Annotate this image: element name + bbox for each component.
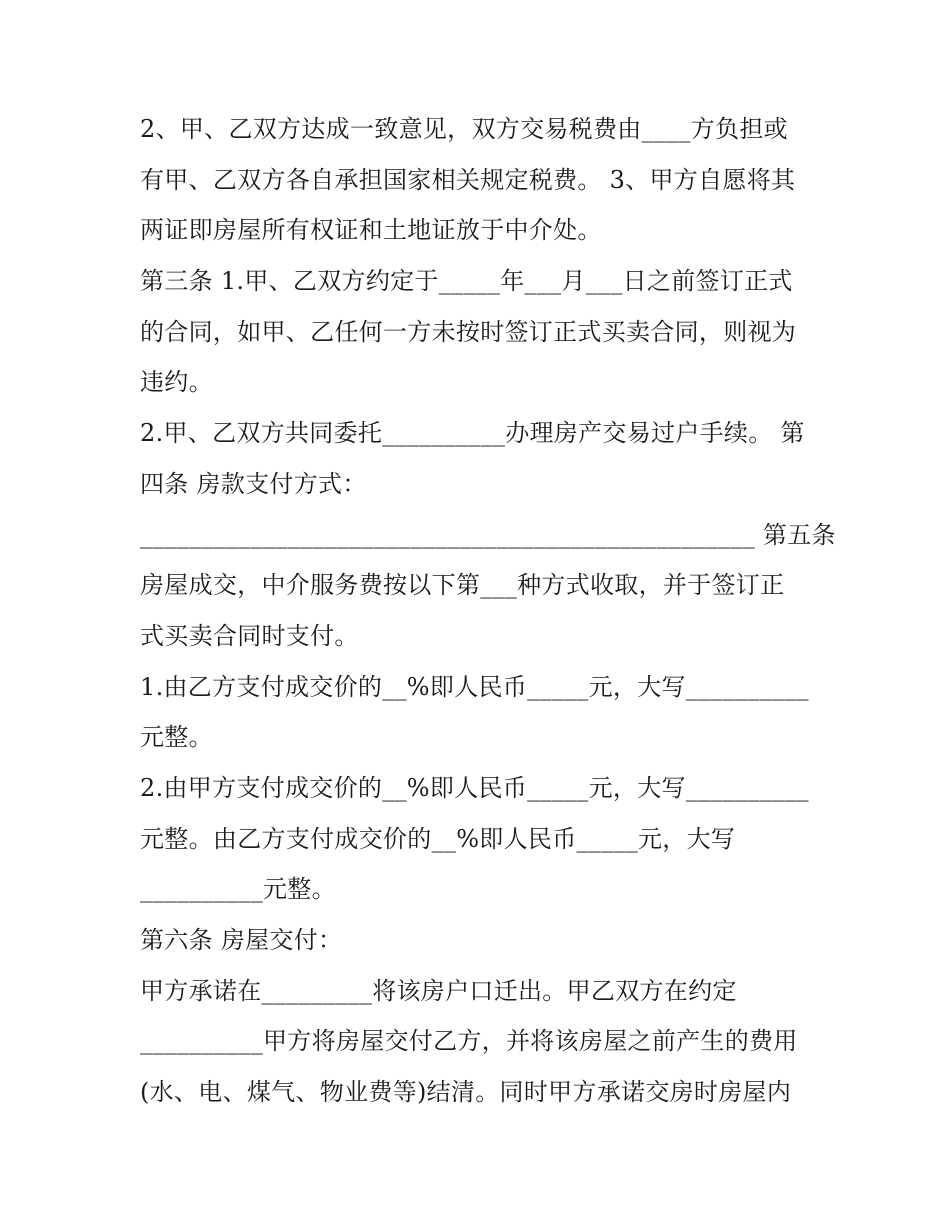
text-line: 甲方承诺在_________将该房户口迁出。甲乙双方在约定 [140,976,737,1005]
text-line: 的合同，如甲、乙任何一方未按时签订正式买卖合同，则视为 [140,317,797,346]
contract-body [140,104,836,1118]
text-line: 有甲、乙双方各自承担国家相关规定税费。 3、甲方自愿将其 [140,165,796,194]
text-line: __________________________________________________ 第五条 [140,520,836,549]
text-line: 式买卖合同时支付。 [140,621,359,650]
text-line: 元整。 [140,723,213,752]
text-line: __________元整。 [140,875,336,904]
text-line: 房屋成交，中介服务费按以下第___种方式收取，并于签订正 [140,571,785,600]
text-line: 1.由乙方支付成交价的__%即人民币_____元，大写__________ [140,672,809,701]
text-line: 两证即房屋所有权证和土地证放于中介处。 [140,216,602,245]
text-line: 2.由甲方支付成交价的__%即人民币_____元，大写__________ [140,773,809,802]
text-line: 2、甲、乙双方达成一致意见，双方交易税费由____方负担或 [140,115,788,143]
text-line: (水、电、煤气、物业费等)结清。同时甲方承诺交房时房屋内 [140,1078,792,1107]
text-line: 元整。由乙方支付成交价的__%即人民币_____元，大写 [140,824,736,853]
text-line: 四条 房款支付方式： [140,469,367,498]
text-line: __________甲方将房屋交付乙方，并将该房屋之前产生的费用 [140,1027,798,1056]
text-line: 违约。 [140,368,213,397]
text-line: 第六条 房屋交付： [140,926,343,954]
text-line: 2.甲、乙双方共同委托__________办理房产交易过户手续。 第 [140,419,805,448]
text-line: 第三条 1.甲、乙双方约定于_____年___月___日之前签订正式 [140,267,793,296]
